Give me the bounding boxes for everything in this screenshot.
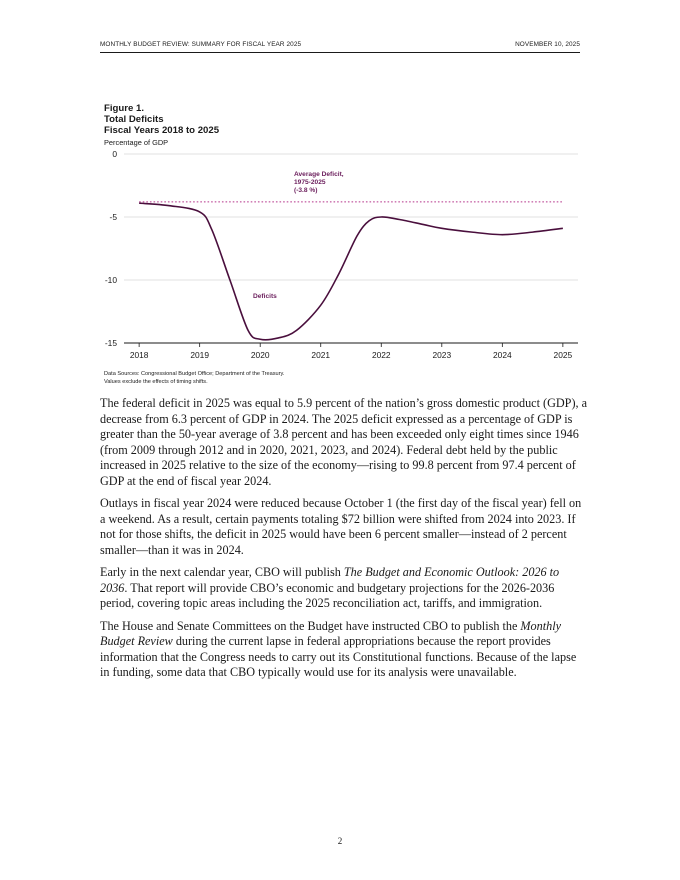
average-annotation-line1: Average Deficit,	[294, 171, 344, 178]
y-tick-label: -10	[104, 275, 117, 285]
x-tick-label: 2021	[311, 350, 331, 360]
deficits-series-line	[139, 203, 563, 340]
deficits-series-label: Deficits	[253, 293, 277, 300]
paragraph-deficit-summary: The federal deficit in 2025 was equal to 5.9 percent of the nation’s gross domestic product (GDP), a decrease from 6.3 percent of GDP in 2024. The 2025 deficit expressed as a percentage of GDP is greater than the 50-year average of 3.8 percent and has been exceeded only eight times since 1946 (from 2009 through 2012 and in 2020, 2021, 2023, and 2024). Federal debt held by the public increased in 2025 relative to the size of the economy—rising to 99.8 percent from 97.4 percent of GDP at the end of fiscal year 2024.	[100, 396, 588, 488]
series-layer	[139, 203, 563, 340]
budget-outlook-title: The Budget and Economic Outlook: 2026 to 2036	[100, 565, 560, 595]
x-tick-label: 2024	[493, 350, 512, 360]
x-tick-label: 2023	[432, 350, 452, 360]
monthly-budget-review-title: Monthly Budget Review	[100, 618, 562, 648]
p3-text-a: Early in the next calendar year, CBO will publish	[100, 565, 344, 579]
tick-layer	[105, 149, 573, 360]
paragraph-budget-outlook	[100, 565, 588, 612]
x-tick-label: 2022	[371, 350, 391, 360]
y-tick-label: 0	[112, 149, 117, 159]
p4-text-b: during the current lapse in federal appropriations because the report provides information that the Congress needs to carry out its Constitutional functions. Because of the lapse in funding, some data that CBO typically would use for its analysis were unavailable.	[100, 634, 577, 679]
p4-text-a: The House and Senate Committees on the Budget have instructed CBO to publish the	[100, 618, 521, 633]
page-number: 2	[337, 836, 343, 846]
figure-sources	[104, 371, 284, 386]
paragraph-outlay-shifts: Outlays in fiscal year 2024 were reduced because October 1 (the first day of the fiscal year) fell on a weekend. As a result, certain payments totaling $72 billion were shifted from 2024 into 2023. If not for those shifts, the deficit in 2025 would have been 6 percent smaller—instead of 2 percent smaller—than it was in 2024.	[100, 496, 582, 557]
sources-line2: Values exclude the effects of timing shifts.	[104, 378, 208, 385]
header-report-title: MONTHLY BUDGET REVIEW: SUMMARY FOR FISCAL YEAR 2025	[100, 41, 302, 48]
annotation-layer	[253, 171, 344, 300]
figure-title-line1: Total Deficits	[104, 114, 164, 125]
body-text	[100, 396, 588, 688]
paragraph-lapse-note	[100, 619, 588, 681]
x-tick-label: 2025	[553, 350, 573, 360]
y-tick-label: -15	[104, 338, 117, 348]
sources-line1: Data Sources: Congressional Budget Office; Department of the Treasury.	[104, 371, 285, 377]
x-tick-label: 2019	[190, 350, 209, 360]
header-date: NOVEMBER 10, 2025	[515, 41, 580, 48]
p3-text-b: . That report will provide CBO’s economic and budgetary projections for the 2026-2036 period, covering topic areas including the 2025 reconciliation act, tariffs, and immigration.	[100, 580, 555, 610]
average-annotation-line3: (-3.8 %)	[294, 187, 318, 194]
figure-title-line2: Fiscal Years 2018 to 2025	[104, 125, 220, 136]
y-tick-label: -5	[109, 212, 117, 222]
y-axis-unit-label: Percentage of GDP	[104, 138, 169, 147]
x-tick-label: 2018	[129, 350, 149, 360]
average-annotation-line2: 1975-2025	[294, 179, 326, 186]
figure-label: Figure 1.	[104, 103, 144, 114]
x-tick-label: 2020	[250, 350, 270, 360]
